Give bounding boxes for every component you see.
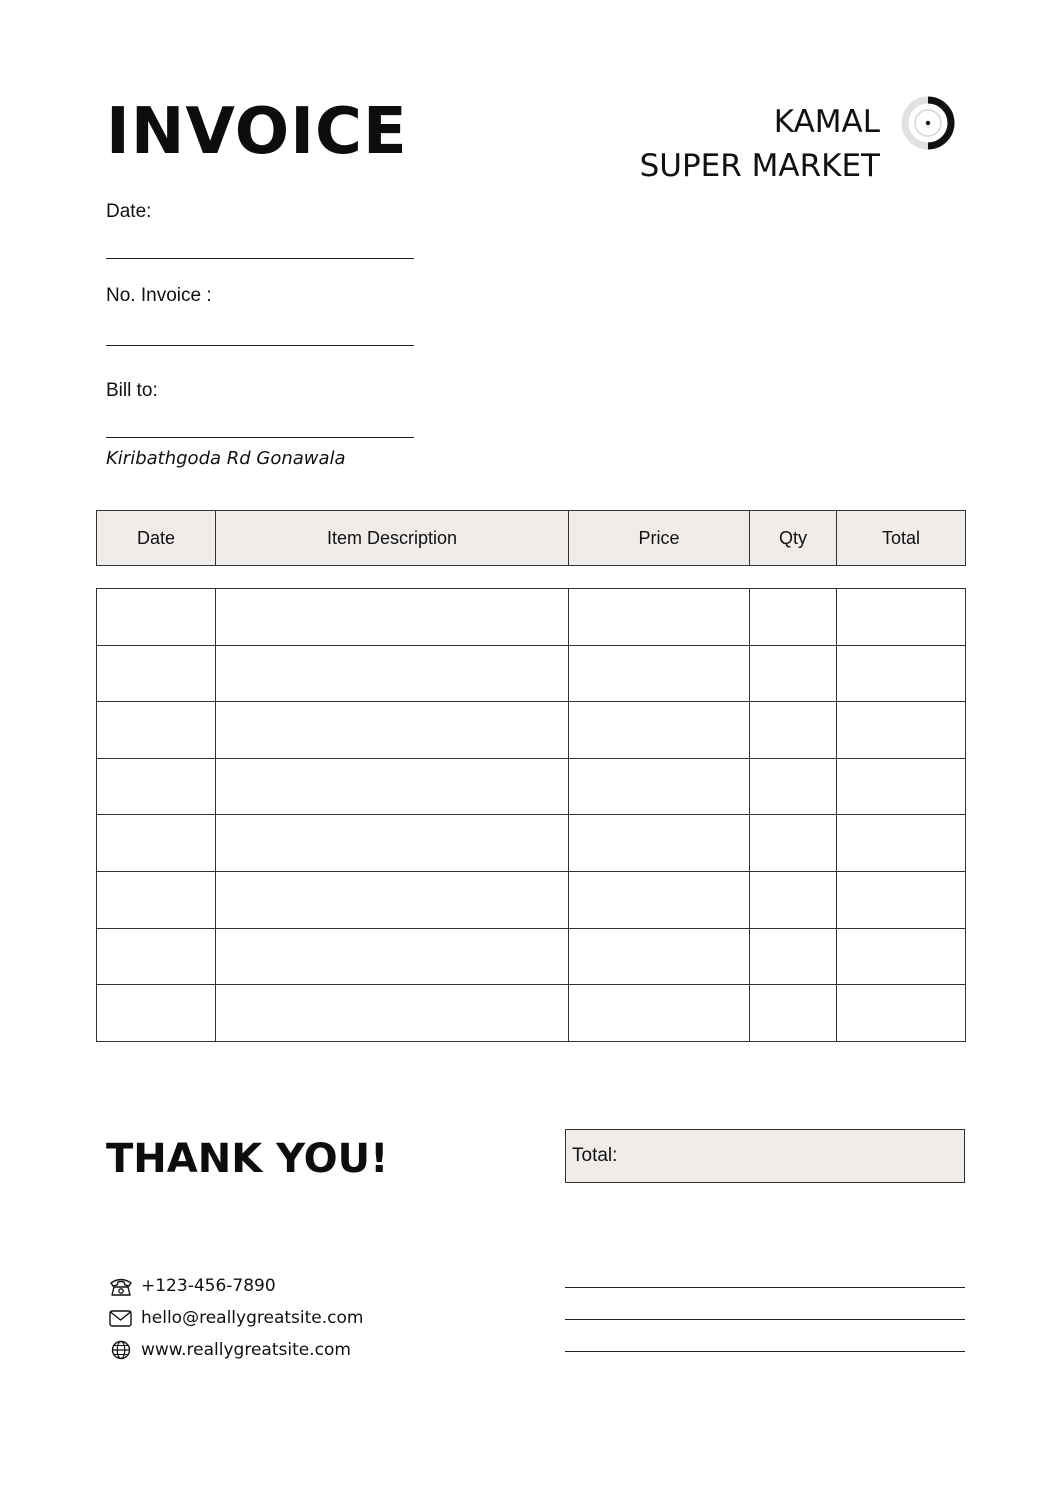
table-cell-price[interactable] (569, 702, 750, 759)
contact-email (108, 1307, 363, 1329)
bill-to-label: Bill to: (106, 380, 158, 401)
table-cell-item-description[interactable] (216, 645, 569, 702)
table-cell-price[interactable] (569, 985, 750, 1042)
table-cell-total[interactable] (837, 702, 966, 759)
contact-phone (108, 1275, 276, 1297)
table-cell-total[interactable] (837, 645, 966, 702)
table-cell-price[interactable] (569, 928, 750, 985)
website-text: www.reallygreatsite.com (141, 1340, 351, 1360)
thank-you-text: THANK YOU! (106, 1136, 389, 1182)
table-cell-item-description[interactable] (216, 928, 569, 985)
table-cell-qty[interactable] (750, 871, 837, 928)
table-cell-qty[interactable] (750, 815, 837, 872)
company-name (640, 100, 880, 188)
table-cell-qty[interactable] (750, 589, 837, 646)
table-row (97, 815, 966, 872)
globe-icon (108, 1339, 134, 1361)
table-cell-item-description[interactable] (216, 702, 569, 759)
table-cell-date[interactable] (97, 702, 216, 759)
table-cell-date[interactable] (97, 815, 216, 872)
table-cell-item-description[interactable] (216, 985, 569, 1042)
table-cell-price[interactable] (569, 758, 750, 815)
bill-to-address: Kiribathgoda Rd Gonawala (106, 448, 346, 469)
invoice-number-input-line[interactable] (106, 345, 414, 346)
phone-icon (108, 1275, 134, 1297)
company-name-line1: KAMAL (773, 104, 880, 140)
table-cell-total[interactable] (837, 758, 966, 815)
table-cell-qty[interactable] (750, 928, 837, 985)
column-header-date: Date (97, 511, 216, 566)
table-row (97, 589, 966, 646)
bill-to-input-line[interactable] (106, 437, 414, 438)
table-row (97, 758, 966, 815)
items-table-header (96, 510, 966, 566)
table-row (97, 702, 966, 759)
table-cell-date[interactable] (97, 871, 216, 928)
table-cell-qty[interactable] (750, 702, 837, 759)
column-header-total: Total (837, 511, 966, 566)
signature-line[interactable] (565, 1319, 965, 1320)
table-cell-date[interactable] (97, 928, 216, 985)
table-cell-date[interactable] (97, 758, 216, 815)
signature-line[interactable] (565, 1287, 965, 1288)
items-table-body (96, 588, 966, 1042)
table-cell-total[interactable] (837, 985, 966, 1042)
company-name-line2: SUPER MARKET (639, 148, 880, 184)
column-header-qty: Qty (750, 511, 837, 566)
table-row (97, 985, 966, 1042)
table-row (97, 871, 966, 928)
table-cell-qty[interactable] (750, 985, 837, 1042)
table-cell-date[interactable] (97, 645, 216, 702)
table-cell-date[interactable] (97, 985, 216, 1042)
column-header-price: Price (569, 511, 750, 566)
table-cell-item-description[interactable] (216, 589, 569, 646)
invoice-title: INVOICE (106, 95, 408, 169)
table-cell-price[interactable] (569, 871, 750, 928)
table-cell-qty[interactable] (750, 645, 837, 702)
invoice-number-label: No. Invoice : (106, 285, 212, 306)
date-input-line[interactable] (106, 258, 414, 259)
table-cell-item-description[interactable] (216, 815, 569, 872)
total-box[interactable] (565, 1129, 965, 1183)
email-text: hello@reallygreatsite.com (141, 1308, 364, 1328)
table-cell-total[interactable] (837, 589, 966, 646)
table-cell-total[interactable] (837, 928, 966, 985)
table-cell-price[interactable] (569, 645, 750, 702)
column-header-item-description: Item Description (216, 511, 569, 566)
table-cell-item-description[interactable] (216, 758, 569, 815)
table-row (97, 645, 966, 702)
table-cell-item-description[interactable] (216, 871, 569, 928)
table-cell-qty[interactable] (750, 758, 837, 815)
table-cell-price[interactable] (569, 815, 750, 872)
table-cell-price[interactable] (569, 589, 750, 646)
total-label: Total: (572, 1145, 618, 1166)
circle-logo-icon (899, 94, 957, 152)
contact-website (108, 1339, 351, 1361)
table-cell-date[interactable] (97, 589, 216, 646)
table-cell-total[interactable] (837, 871, 966, 928)
table-cell-total[interactable] (837, 815, 966, 872)
phone-text: +123-456-7890 (141, 1276, 276, 1296)
date-label: Date: (106, 201, 152, 222)
table-row (97, 928, 966, 985)
envelope-icon (108, 1307, 134, 1329)
signature-line[interactable] (565, 1351, 965, 1352)
